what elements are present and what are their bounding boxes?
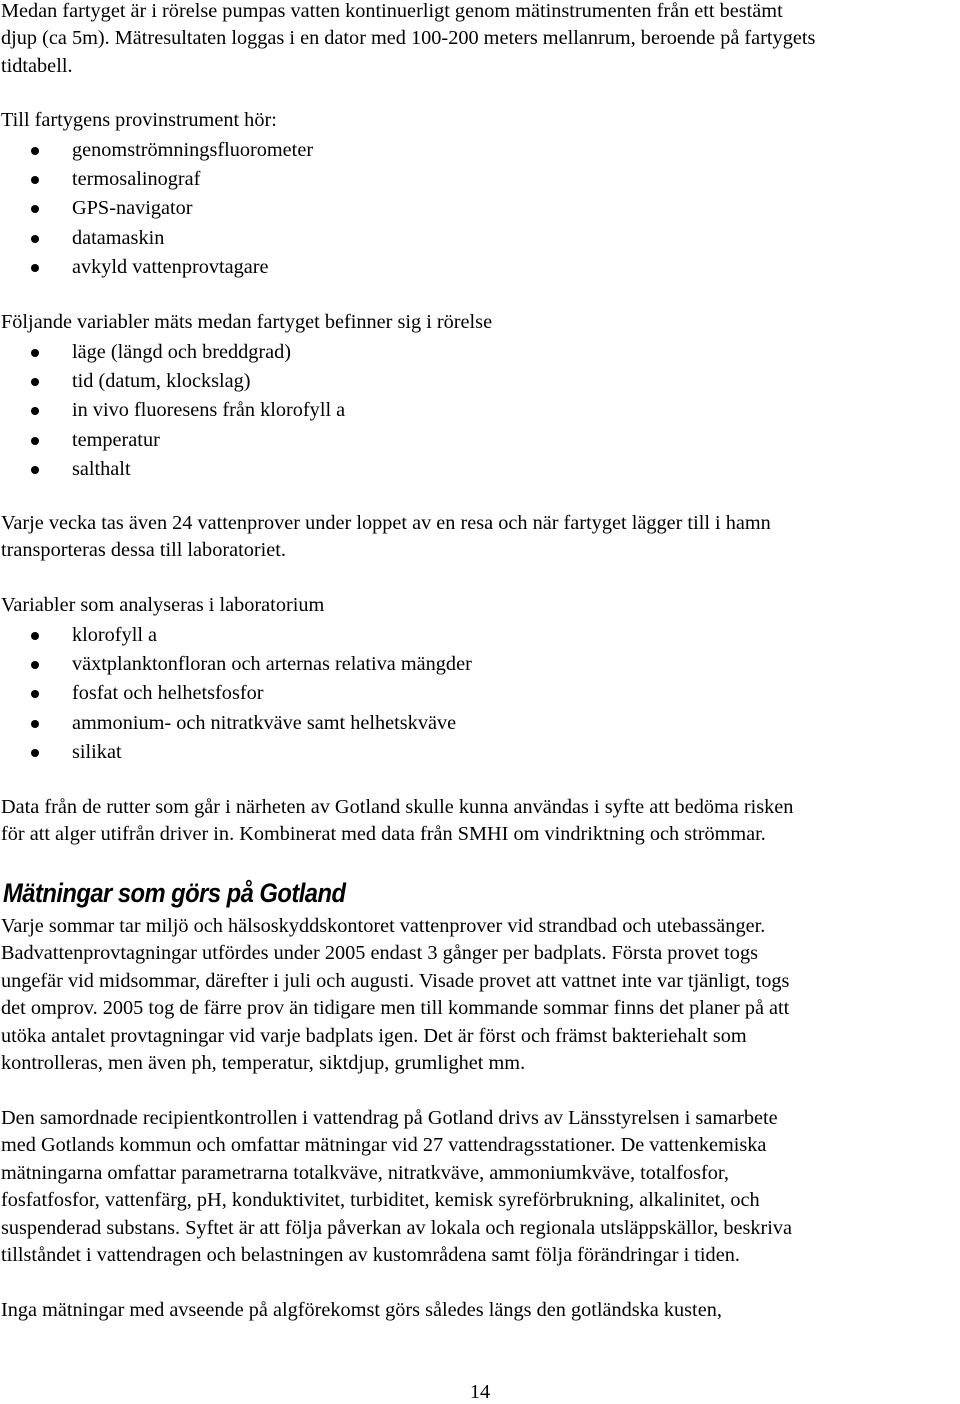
text-line: ungefär vid midsommar, därefter i juli och augusti. Visade provet att vattnet inte var tjänligt, togs [1, 969, 790, 992]
list-item [0, 426, 950, 455]
lab-vars-list [0, 621, 950, 767]
list-item-text: fosfat och helhetsfosfor [72, 682, 264, 705]
list-item [0, 650, 950, 679]
text-line: transporteras dessa till laboratoriet. [1, 539, 286, 562]
list-item-text: läge (längd och breddgrad) [72, 341, 292, 363]
list-item-text: genomströmningsfluorometer [72, 139, 314, 161]
bullet-icon [31, 264, 39, 272]
text-line: utöka antalet provtagningar vid varje badplats igen. Det är först och främst bakteriehalt som [1, 1024, 747, 1047]
bullet-icon [31, 205, 39, 213]
list-item [0, 455, 950, 484]
lab-vars-lead-text: Variabler som analyseras i laboratorium [1, 594, 325, 616]
bullet-icon [31, 661, 39, 669]
closing-text: Inga mätningar med avseende på algförekomst görs således längs den gotländska kusten, [1, 1299, 722, 1321]
text-line: Data från de rutter som går i närheten av Gotland skulle kunna användas i syfte att bedöma risken [1, 796, 794, 818]
list-item [0, 709, 950, 738]
list-item-text: salthalt [72, 457, 131, 480]
list-item [0, 338, 950, 367]
list-item-text: klorofyll a [72, 624, 158, 646]
weekly-paragraph [1, 510, 951, 565]
list-item [0, 224, 950, 253]
bullet-icon [31, 378, 39, 386]
instruments-list [0, 136, 950, 282]
list-item [0, 165, 950, 194]
list-item [0, 253, 950, 282]
summer-paragraph [1, 913, 951, 1077]
list-item [0, 738, 950, 767]
list-item-text: temperatur [72, 428, 160, 451]
list-item [0, 136, 950, 165]
list-item [0, 194, 950, 223]
bullet-icon [31, 749, 39, 757]
instruments-lead-text: Till fartygens provinstrument hör: [1, 109, 277, 131]
list-item [0, 396, 950, 425]
moving-vars-list [0, 338, 950, 484]
bullet-icon [31, 349, 39, 357]
bullet-icon [31, 632, 39, 640]
text-line: Badvattenprovtagningar utfördes under 2005 endast 3 gånger per badplats. Första provet togs [1, 942, 758, 965]
closing-paragraph [1, 1297, 951, 1324]
instruments-lead [1, 107, 951, 134]
lab-vars-lead [1, 592, 951, 619]
bullet-icon [31, 466, 39, 474]
intro-paragraph [1, 0, 951, 80]
text-line: djup (ca 5m). Mätresultaten loggas i en dator med 100-200 meters mellanrum, beroende på fartygets [1, 27, 816, 50]
list-item-text: GPS-navigator [72, 197, 193, 220]
text-line: kontrolleras, men även ph, temperatur, siktdjup, grumlighet mm. [1, 1052, 526, 1075]
text-line: tillståndet i vattendragen och belastningen av kustområdena samt följa förändringar i tiden. [1, 1244, 740, 1267]
list-item [0, 621, 950, 650]
text-line: Medan fartyget är i rörelse pumpas vatten kontinuerligt genom mätinstrumenten från ett bestämt [1, 0, 783, 22]
text-line: fosfatfosfor, vattenfärg, pH, konduktivitet, turbiditet, kemisk syreförbrukning, alkalinitet, och [1, 1189, 760, 1212]
list-item [0, 679, 950, 708]
list-item-text: in vivo fluoresens från klorofyll a [72, 399, 346, 422]
moving-vars-lead [1, 309, 951, 336]
text-line: mätningarna omfattar parametrarna totalkväve, nitratkväve, ammoniumkväve, totalfosfor, [1, 1161, 729, 1184]
bullet-icon [31, 437, 39, 445]
bullet-icon [31, 176, 39, 184]
list-item-text: termosalinograf [72, 168, 201, 191]
text-line: suspenderad substans. Syftet är att följa påverkan av lokala och regionala utsläppskällor, beskriva [1, 1216, 793, 1239]
text-line: Varje vecka tas även 24 vattenprover under loppet av en resa och när fartyget lägger till i hamn [1, 512, 771, 534]
bullet-icon [31, 720, 39, 728]
text-line: för att alger utifrån driver in. Kombinerat med data från SMHI om vindriktning och strömmar. [1, 823, 766, 846]
bullet-icon [31, 407, 39, 415]
recipient-paragraph [1, 1105, 951, 1269]
list-item-text: avkyld vattenprovtagare [72, 255, 269, 278]
text-line: Varje sommar tar miljö och hälsoskyddskontoret vattenprover vid strandbad och utebassänger. [1, 915, 766, 937]
section-heading: Mätningar som görs på Gotland [3, 878, 346, 908]
list-item-text: tid (datum, klockslag) [72, 370, 251, 393]
bullet-icon [31, 690, 39, 698]
moving-vars-lead-text: Följande variabler mäts medan fartyget befinner sig i rörelse [1, 311, 493, 333]
text-line: med Gotlands kommun och omfattar mätningar vid 27 vattendragsstationer. De vattenkemiska [1, 1134, 767, 1157]
bullet-icon [31, 147, 39, 155]
text-line: det omprov. 2005 tog de färre prov än tidigare men till kommande sommar finns det planer på att [1, 997, 790, 1020]
list-item-text: silikat [72, 740, 122, 763]
bullet-icon [31, 235, 39, 243]
list-item [0, 367, 950, 396]
text-line: Den samordnade recipientkontrollen i vattendrag på Gotland drivs av Länsstyrelsen i samarbete [1, 1107, 778, 1129]
text-line: tidtabell. [1, 54, 73, 77]
list-item-text: växtplanktonfloran och arternas relativa mängder [72, 653, 472, 676]
list-item-text: datamaskin [72, 226, 165, 249]
list-item-text: ammonium- och nitratkväve samt helhetskväve [72, 711, 457, 734]
page-number: 14 [469, 1381, 491, 1403]
gotland-data-paragraph [1, 794, 951, 849]
